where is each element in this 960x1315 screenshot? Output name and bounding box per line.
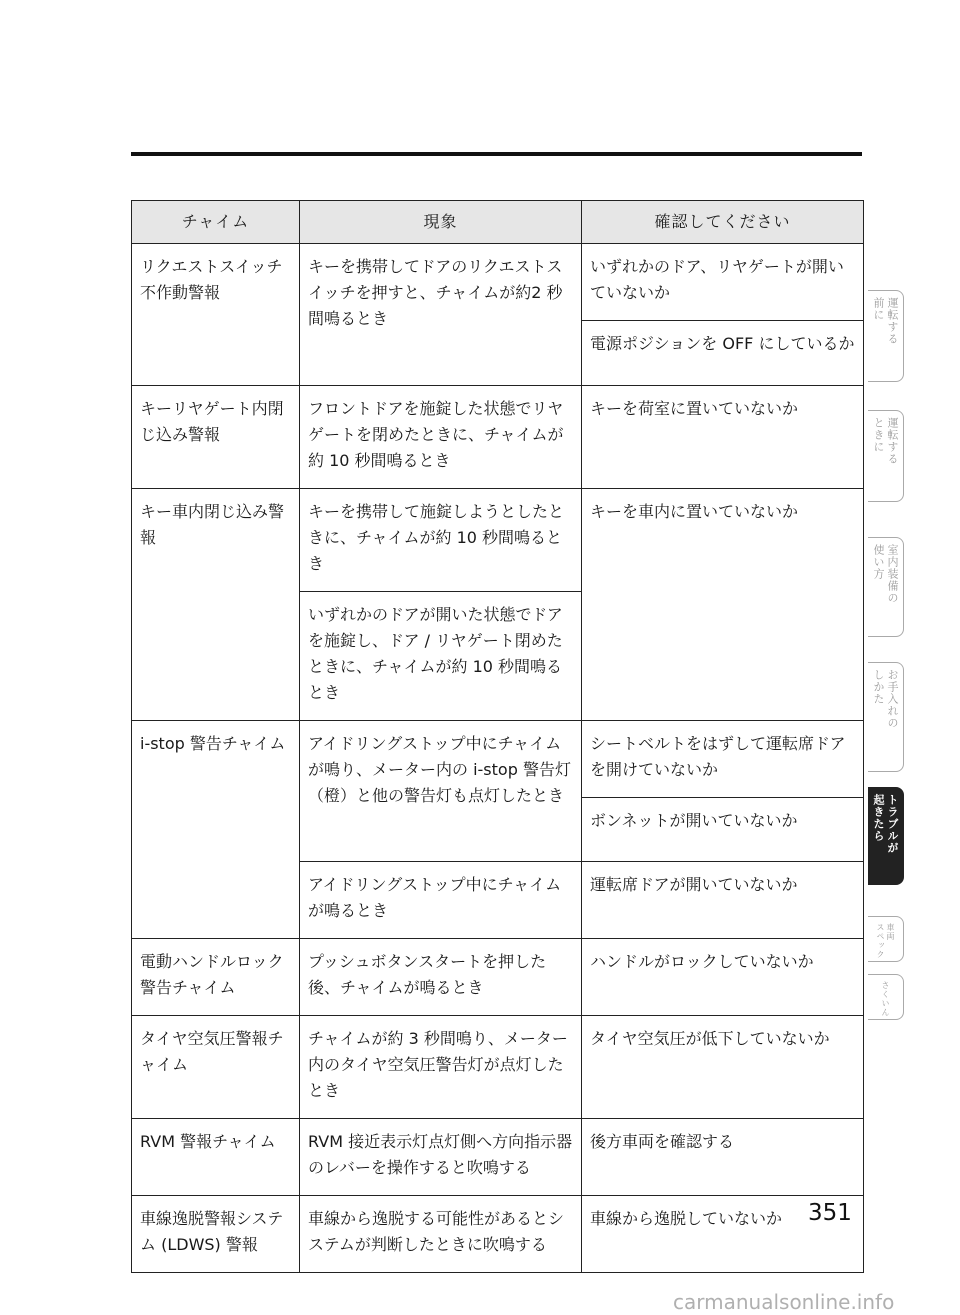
phenomenon-cell: RVM 接近表示灯点灯側へ方向指示器のレバーを操作すると吹鳴する <box>300 1119 582 1196</box>
check-cell: 運転席ドアが開いていないか <box>582 862 864 939</box>
chime-name-cell: 電動ハンドルロック警告チャイム <box>132 939 300 1016</box>
phenomenon-cell: アイドリングストップ中にチャイムが鳴り、メーター内の i-stop 警告灯（橙）と他の警告灯も点灯したとき <box>300 721 582 862</box>
side-tab-label: 起きたら <box>872 794 885 842</box>
table-header-row <box>132 201 864 244</box>
side-tab-label: 運転する <box>886 417 899 465</box>
side-tab-label: お手入れの <box>886 669 899 729</box>
check-cell: キーを車内に置いていないか <box>582 489 864 721</box>
check-cell: 電源ポジションを OFF にしているか <box>582 321 864 386</box>
chime-name-cell: 車線逸脱警報システム (LDWS) 警報 <box>132 1196 300 1273</box>
side-tab[interactable] <box>868 974 904 1020</box>
check-cell: タイヤ空気圧が低下していないか <box>582 1016 864 1119</box>
side-tab[interactable] <box>868 916 904 962</box>
side-tab[interactable] <box>868 787 904 885</box>
header-chime: チャイム <box>132 201 300 244</box>
table-row <box>132 244 864 321</box>
chime-name-cell: キー車内閉じ込み警報 <box>132 489 300 721</box>
check-cell: ハンドルがロックしていないか <box>582 939 864 1016</box>
side-tab-label: スペック <box>876 923 885 959</box>
chime-name-cell: i-stop 警告チャイム <box>132 721 300 939</box>
phenomenon-cell: いずれかのドアが開いた状態でドアを施錠し、ドア / リヤゲート閉めたときに、チャイムが約 10 秒間鳴るとき <box>300 592 582 721</box>
table-row <box>132 939 864 1016</box>
phenomenon-cell: アイドリングストップ中にチャイムが鳴るとき <box>300 862 582 939</box>
table-body <box>132 244 864 1273</box>
table-row <box>132 1016 864 1119</box>
table-row <box>132 1196 864 1273</box>
chime-table <box>131 200 864 1273</box>
side-tab[interactable] <box>868 537 904 637</box>
side-tab-label: しかた <box>872 669 885 705</box>
side-tab-label: 車両 <box>886 923 895 941</box>
phenomenon-cell: フロントドアを施錠した状態でリヤゲートを閉めたときに、チャイムが約 10 秒間鳴るとき <box>300 386 582 489</box>
side-tab[interactable] <box>868 290 904 382</box>
side-tab[interactable] <box>868 410 904 502</box>
phenomenon-cell: 車線から逸脱する可能性があるとシステムが判断したときに吹鳴する <box>300 1196 582 1273</box>
chime-name-cell: タイヤ空気圧警報チャイム <box>132 1016 300 1119</box>
check-cell: ボンネットが開いていないか <box>582 798 864 862</box>
check-cell: シートベルトをはずして運転席ドアを開けていないか <box>582 721 864 798</box>
chime-name-cell: RVM 警報チャイム <box>132 1119 300 1196</box>
side-tab-label: 前に <box>872 297 885 321</box>
check-cell: 後方車両を確認する <box>582 1119 864 1196</box>
phenomenon-cell: キーを携帯して施錠しようとしたときに、チャイムが約 10 秒間鳴るとき <box>300 489 582 592</box>
chime-name-cell: キーリヤゲート内閉じ込み警報 <box>132 386 300 489</box>
side-tab-label: ときに <box>872 417 885 453</box>
side-tab-label: 室内装備の <box>886 544 899 604</box>
watermark: carmanualsonline.info <box>673 1290 895 1314</box>
chime-name-cell: リクエストスイッチ不作動警報 <box>132 244 300 386</box>
phenomenon-cell: キーを携帯してドアのリクエストスイッチを押すと、チャイムが約2 秒間鳴るとき <box>300 244 582 386</box>
side-tab-label: 運転する <box>886 297 899 345</box>
top-rule <box>131 152 862 156</box>
header-phenomenon: 現象 <box>300 201 582 244</box>
table-row <box>132 1119 864 1196</box>
side-tab[interactable] <box>868 662 904 772</box>
table-row <box>132 721 864 798</box>
check-cell: 車線から逸脱していないか <box>582 1196 864 1273</box>
side-tab-label: トラブルが <box>886 794 899 854</box>
side-tab-label: 使い方 <box>872 544 885 580</box>
check-cell: キーを荷室に置いていないか <box>582 386 864 489</box>
table-row <box>132 386 864 489</box>
header-check: 確認してください <box>582 201 864 244</box>
page-number: 351 <box>808 1200 852 1226</box>
phenomenon-cell: プッシュボタンスタートを押した後、チャイムが鳴るとき <box>300 939 582 1016</box>
check-cell: いずれかのドア、リヤゲートが開いていないか <box>582 244 864 321</box>
phenomenon-cell: チャイムが約 3 秒間鳴り、メーター内のタイヤ空気圧警告灯が点灯したとき <box>300 1016 582 1119</box>
side-tab-label: さくいん <box>881 981 890 1017</box>
table-row <box>132 489 864 592</box>
